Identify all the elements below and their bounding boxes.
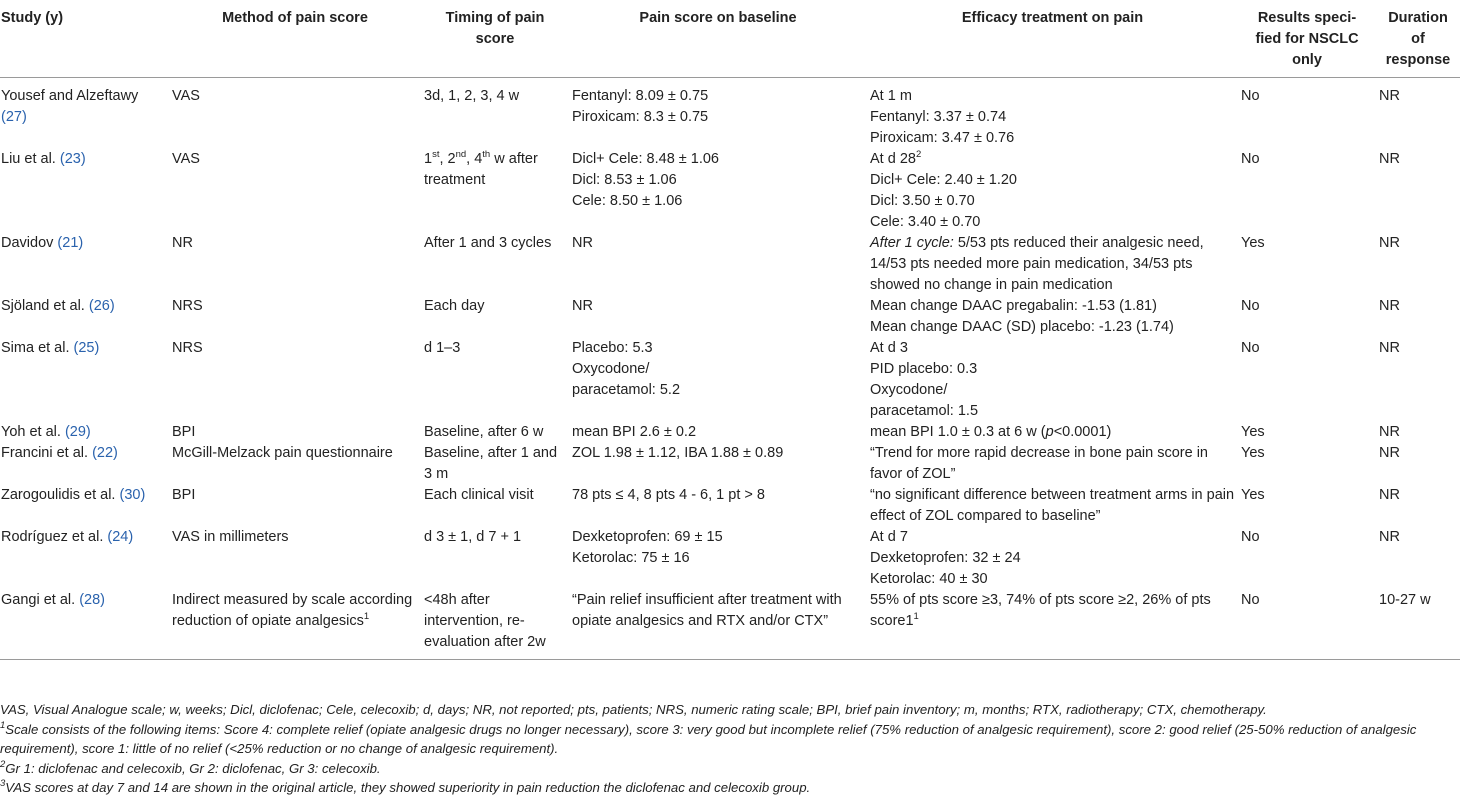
cell-efficacy xyxy=(867,338,1238,422)
cell-efficacy xyxy=(867,527,1238,590)
study-reference: (22) xyxy=(92,445,118,461)
cell-duration: NR xyxy=(1379,487,1400,503)
study-reference: (29) xyxy=(64,424,91,440)
efficacy-line: paracetamol: 1.5 xyxy=(870,403,979,419)
header-duration: Duration of response xyxy=(1376,0,1460,78)
cell-timing: Each clinical visit xyxy=(424,487,534,503)
cell-study xyxy=(0,443,169,485)
cell-baseline xyxy=(569,296,867,338)
cell-baseline xyxy=(569,233,867,296)
cell-duration: 10-27 w xyxy=(1376,590,1460,660)
cell-method: NRS xyxy=(172,298,203,314)
cell-method: NRS xyxy=(172,340,203,356)
cell-nsclc: No xyxy=(1241,340,1260,356)
study-reference: (28) xyxy=(79,592,105,608)
cell-timing: 3d, 1, 2, 3, 4 w xyxy=(424,88,520,104)
cell-baseline xyxy=(569,78,867,150)
efficacy-line: Oxycodone/ xyxy=(870,382,948,398)
cell-nsclc: Yes xyxy=(1241,487,1265,503)
baseline-line: Oxycodone/ xyxy=(572,361,650,377)
cell-study xyxy=(0,527,169,590)
cell-method: VAS in millimeters xyxy=(172,529,289,545)
study-name: Sima et al. xyxy=(1,340,70,356)
cell-timing: Baseline, after 6 w xyxy=(424,424,544,440)
table-row xyxy=(0,78,1460,150)
baseline-line: Dexketoprofen: 69 ± 15 xyxy=(572,529,723,545)
study-name: Davidov xyxy=(1,235,54,251)
table-row xyxy=(0,527,1460,590)
table-row xyxy=(0,149,1460,233)
cell-nsclc: No xyxy=(1241,529,1260,545)
cell-nsclc: No xyxy=(1241,88,1260,104)
baseline-line: Cele: 8.50 ± 1.06 xyxy=(572,193,683,209)
efficacy-line: Mean change DAAC (SD) placebo: -1.23 (1.74) xyxy=(870,319,1174,335)
cell-study xyxy=(0,485,169,527)
header-nsclc: Results speci-fied for NSCLC only xyxy=(1238,0,1376,78)
cell-nsclc: No xyxy=(1241,298,1260,314)
baseline-line: Dicl: 8.53 ± 1.06 xyxy=(572,172,677,188)
header-row xyxy=(0,0,1460,78)
cell-timing: After 1 and 3 cycles xyxy=(424,235,552,251)
cell-timing: Baseline, after 1 and 3 m xyxy=(424,445,558,482)
cell-efficacy xyxy=(867,78,1238,150)
cell-efficacy xyxy=(867,233,1238,296)
efficacy-line: Piroxicam: 3.47 ± 0.76 xyxy=(870,130,1015,146)
cell-duration: NR xyxy=(1379,340,1400,356)
cell-method: VAS xyxy=(172,88,200,104)
cell-efficacy xyxy=(867,149,1238,233)
cell-duration: NR xyxy=(1379,424,1400,440)
study-reference: (30) xyxy=(119,487,146,503)
efficacy-line: At 1 m xyxy=(870,88,912,104)
cell-timing: d 3 ± 1, d 7 + 1 xyxy=(424,529,522,545)
baseline-line: “Pain relief insufficient after treatment with opiate analgesics and RTX and/or CTX” xyxy=(572,592,842,629)
study-name: Yousef and Alzeftawy xyxy=(1,88,139,104)
cell-efficacy xyxy=(867,485,1238,527)
baseline-line: Fentanyl: 8.09 ± 0.75 xyxy=(572,88,709,104)
table-row xyxy=(0,422,1460,443)
footnote-2: $^2$Gr 1: diclofenac and celecoxib, Gr 2: diclofenac, Gr 3: celecoxib. xyxy=(0,758,381,776)
cell-duration: NR xyxy=(1379,298,1400,314)
cell-study xyxy=(0,338,169,422)
table-row xyxy=(0,590,1460,660)
header-baseline: Pain score on baseline xyxy=(569,0,867,78)
baseline-line: Dicl+ Cele: 8.48 ± 1.06 xyxy=(572,151,719,167)
study-name: Liu et al. xyxy=(1,151,56,167)
cell-efficacy xyxy=(867,296,1238,338)
cell-duration: NR xyxy=(1379,445,1400,461)
study-reference: (23) xyxy=(59,151,86,167)
footnote-abbreviations: VAS, Visual Analogue scale; w, weeks; Dicl, diclofenac; Cele, celecoxib; d, days; NR, not reported; pts, patients; NRS, numeric rating scale; BPI, brief pain inventory; m, months; RTX, radiotherapy; CTX, chemotherapy. xyxy=(0,702,1267,717)
efficacy-line: Dicl+ Cele: 2.40 ± 1.20 xyxy=(870,172,1017,188)
efficacy-line: “Trend for more rapid decrease in bone pain score in favor of ZOL” xyxy=(870,445,1208,482)
table-row xyxy=(0,443,1460,485)
cell-baseline xyxy=(569,422,867,443)
baseline-line: Ketorolac: 75 ± 16 xyxy=(572,550,690,566)
efficacy-line: Dexketoprofen: 32 ± 24 xyxy=(870,550,1021,566)
cell-baseline xyxy=(569,338,867,422)
cell-nsclc: No xyxy=(1241,151,1260,167)
table-row xyxy=(0,296,1460,338)
study-name: Rodríguez et al. xyxy=(1,529,104,545)
footnote-3: $^3$VAS scores at day 7 and 14 are shown in the original article, they showed superiority in pain reduction the diclofenac and celecoxib group. xyxy=(0,778,811,795)
cell-duration: NR xyxy=(1379,88,1400,104)
cell-nsclc: No xyxy=(1238,590,1376,660)
cell-method: NR xyxy=(172,235,193,251)
cell-study xyxy=(0,233,169,296)
cell-timing: 1st, 2nd, 4th w after treatment xyxy=(424,149,538,188)
efficacy-line: Mean change DAAC pregabalin: -1.53 (1.81) xyxy=(870,298,1157,314)
cell-method: Indirect measured by scale according reduction of opiate analgesics$^1$ xyxy=(169,590,421,660)
cell-method: BPI xyxy=(172,424,196,440)
efficacy-line: PID placebo: 0.3 xyxy=(870,361,978,377)
table-footnotes xyxy=(0,700,1460,798)
efficacy-line: Cele: 3.40 ± 0.70 xyxy=(870,214,981,230)
efficacy-line: “no significant difference between treatment arms in pain effect of ZOL compared to baseline” xyxy=(870,487,1235,524)
baseline-line: Piroxicam: 8.3 ± 0.75 xyxy=(572,109,709,125)
study-name: Zarogoulidis et al. xyxy=(1,487,116,503)
baseline-line: Placebo: 5.3 xyxy=(572,340,653,356)
cell-study xyxy=(0,78,169,150)
cell-method: McGill-Melzack pain questionnaire xyxy=(172,445,393,461)
baseline-line: ZOL 1.98 ± 1.12, IBA 1.88 ± 0.89 xyxy=(572,445,784,461)
cell-study xyxy=(0,149,169,233)
table-body xyxy=(0,78,1460,660)
cell-baseline xyxy=(569,590,867,660)
table-row xyxy=(0,485,1460,527)
header-method: Method of pain score xyxy=(169,0,421,78)
cell-efficacy xyxy=(867,422,1238,443)
study-reference: (26) xyxy=(88,298,115,314)
header-timing: Timing of pain score xyxy=(421,0,569,78)
cell-study xyxy=(0,422,169,443)
cell-efficacy xyxy=(867,590,1238,660)
cell-baseline xyxy=(569,527,867,590)
study-reference: (25) xyxy=(73,340,100,356)
efficacy-line xyxy=(870,233,1236,296)
study-reference: (24) xyxy=(107,529,134,545)
cell-duration: NR xyxy=(1379,151,1400,167)
cell-nsclc: Yes xyxy=(1241,424,1265,440)
cell-timing: <48h after intervention, re-evaluation after 2w xyxy=(421,590,569,660)
baseline-line: NR xyxy=(572,235,593,251)
study-name: Yoh et al. xyxy=(1,424,61,440)
study-name: Gangi et al. xyxy=(1,592,76,608)
footnote-1: $^1$Scale consists of the following items: Score 4: complete relief (opiate analgesic drugs no longer necessary), score 3: very good but incomplete relief (75% reduction of analgesic requirement), score 2: good relief (25-50% reduction of analgesic requirement), score 1: little of no relief (<25% reduction or no change of analgesic requirement). xyxy=(0,719,1417,756)
efficacy-line: Fentanyl: 3.37 ± 0.74 xyxy=(870,109,1007,125)
study-name: Sjöland et al. xyxy=(1,298,85,314)
cell-study xyxy=(0,590,169,660)
cell-nsclc: Yes xyxy=(1241,235,1265,251)
cell-baseline xyxy=(569,149,867,233)
efficacy-text: 5/53 pts reduced their analgesic need, 14/53 pts needed more pain medication, 34/53 pts showed no change in pain medication xyxy=(870,235,1204,293)
efficacy-line: Ketorolac: 40 ± 30 xyxy=(870,571,988,587)
efficacy-line: 55% of pts score ≥3, 74% of pts score ≥2, 26% of pts $score1^1$ xyxy=(870,592,1211,629)
cell-duration: NR xyxy=(1379,529,1400,545)
header-efficacy: Efficacy treatment on pain xyxy=(867,0,1238,78)
baseline-line: 78 pts ≤ 4, 8 pts 4 - 6, 1 pt > 8 xyxy=(572,487,765,503)
study-name: Francini et al. xyxy=(1,445,89,461)
study-reference: (27) xyxy=(1,109,27,125)
cell-duration: NR xyxy=(1379,235,1400,251)
table-row xyxy=(0,233,1460,296)
cell-timing: d 1–3 xyxy=(424,340,461,356)
baseline-line: mean BPI 2.6 ± 0.2 xyxy=(572,424,697,440)
cell-method: BPI xyxy=(172,487,196,503)
efficacy-line: Dicl: 3.50 ± 0.70 xyxy=(870,193,975,209)
study-reference: (21) xyxy=(57,235,84,251)
cell-nsclc: Yes xyxy=(1241,445,1265,461)
cell-efficacy xyxy=(867,443,1238,485)
efficacy-lead: After 1 cycle: xyxy=(870,235,954,251)
efficacy-line: At d 7 xyxy=(870,529,908,545)
efficacy-line: At d 3 xyxy=(870,340,908,356)
baseline-line: NR xyxy=(572,298,593,314)
cell-study xyxy=(0,296,169,338)
cell-baseline xyxy=(569,443,867,485)
cell-timing: Each day xyxy=(424,298,485,314)
cell-method: VAS xyxy=(172,151,200,167)
efficacy-line: At d $28^2$ xyxy=(870,149,922,167)
baseline-line: paracetamol: 5.2 xyxy=(572,382,681,398)
header-study: Study (y) xyxy=(0,0,169,78)
cell-baseline xyxy=(569,485,867,527)
table-row xyxy=(0,338,1460,422)
efficacy-line: mean BPI 1.0 ± 0.3 at 6 w (p<0.0001) xyxy=(870,424,1112,440)
